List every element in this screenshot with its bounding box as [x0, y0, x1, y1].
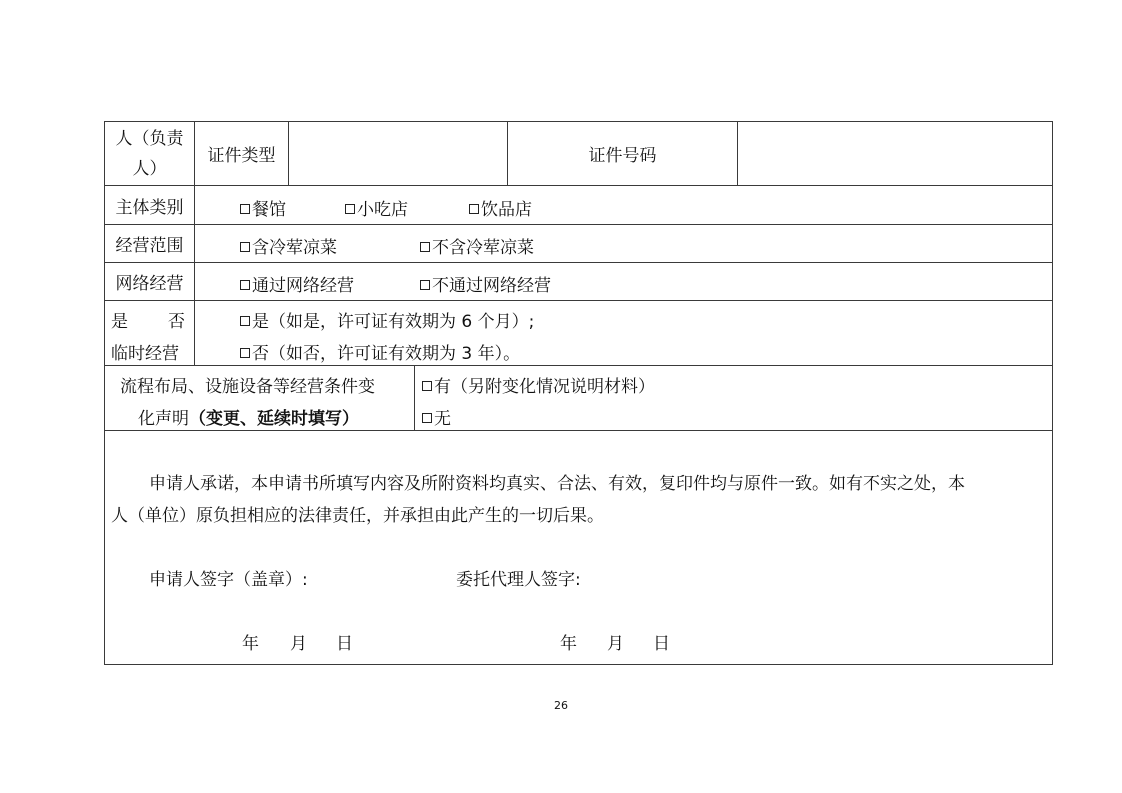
option-label: 饮品店 [481, 200, 532, 220]
person-label-line2: 人） [132, 158, 167, 179]
change-option-yes[interactable] [422, 372, 655, 397]
declaration-line2: 人（单位）原负担相应的法律责任，并承担由此产生的一切后果。 [111, 506, 604, 526]
scope-option-with-cold-dishes[interactable] [240, 233, 337, 258]
option-label: 有（另附变化情况说明材料） [434, 377, 655, 397]
category-label: 主体类别 [115, 197, 184, 218]
change-option-no[interactable] [422, 404, 451, 429]
row-divider [104, 365, 1053, 366]
category-option-restaurant[interactable] [240, 195, 286, 220]
checkbox-icon [240, 348, 250, 358]
table-border [104, 664, 1053, 665]
row-divider [104, 430, 1053, 431]
cert-type-field[interactable] [289, 122, 507, 185]
agent-date-month: 月 [607, 634, 624, 654]
option-label: 餐馆 [252, 200, 286, 220]
applicant-date-month: 月 [290, 634, 307, 654]
application-form-table [104, 121, 1053, 665]
category-option-drink-shop[interactable] [469, 195, 532, 220]
change-label-text: 化声明 [138, 409, 189, 429]
change-label-note: （变更、延续时填写） [189, 409, 359, 429]
applicant-signature-label: 申请人签字（盖章）: [149, 570, 308, 590]
applicant-date-day: 日 [336, 634, 353, 654]
option-label: 无 [434, 409, 451, 429]
change-label-line1: 流程布局、设施设备等经营条件变 [120, 377, 375, 397]
checkbox-icon [240, 204, 250, 214]
option-label: 不含冷荤凉菜 [432, 238, 534, 258]
checkbox-icon [469, 204, 479, 214]
applicant-date-year: 年 [242, 634, 259, 654]
checkbox-icon [240, 242, 250, 252]
row-divider [104, 300, 1053, 301]
checkbox-icon [240, 280, 250, 290]
declaration-line1: 申请人承诺，本申请书所填写内容及所附资料均真实、合法、有效，复印件均与原件一致。如有不实之处，本 [149, 474, 965, 494]
row-divider [104, 262, 1053, 263]
row-divider [104, 224, 1053, 225]
option-label: 小吃店 [357, 200, 408, 220]
agent-date-year: 年 [560, 634, 577, 654]
checkbox-icon [420, 242, 430, 252]
option-label: 含冷荤凉菜 [252, 238, 337, 258]
change-label-line2 [138, 404, 359, 429]
checkbox-icon [240, 316, 250, 326]
network-option-offline[interactable] [420, 271, 551, 296]
temporary-label-no: 否 [168, 312, 185, 332]
agent-date-day: 日 [653, 634, 670, 654]
option-label: 否（如否，许可证有效期为 3 年）。 [252, 344, 521, 364]
checkbox-icon [422, 413, 432, 423]
scope-label: 经营范围 [115, 236, 184, 256]
column-divider [414, 365, 415, 430]
category-option-snack-bar[interactable] [345, 195, 408, 220]
temporary-label-line2: 临时经营 [111, 344, 179, 364]
checkbox-icon [345, 204, 355, 214]
row-divider [104, 185, 1053, 186]
agent-signature-label: 委托代理人签字: [456, 570, 581, 590]
temporary-label-yes: 是 [111, 312, 128, 332]
option-label: 不通过网络经营 [432, 276, 551, 296]
cert-no-field[interactable] [738, 122, 1052, 185]
temporary-option-yes[interactable] [240, 307, 534, 332]
person-label-line1: 人（负责 [115, 128, 184, 149]
option-label: 是（如是，许可证有效期为 6 个月）; [252, 312, 535, 332]
checkbox-icon [420, 280, 430, 290]
person-label-cell [105, 122, 194, 185]
checkbox-icon [422, 381, 432, 391]
cert-no-label: 证件号码 [588, 146, 657, 166]
option-label: 通过网络经营 [252, 276, 354, 296]
network-option-online[interactable] [240, 271, 354, 296]
table-border [1052, 121, 1053, 665]
network-label: 网络经营 [115, 274, 184, 294]
temporary-option-no[interactable] [240, 339, 520, 364]
cert-type-label: 证件类型 [207, 146, 276, 166]
scope-option-without-cold-dishes[interactable] [420, 233, 534, 258]
page-number: 26 [554, 699, 568, 712]
